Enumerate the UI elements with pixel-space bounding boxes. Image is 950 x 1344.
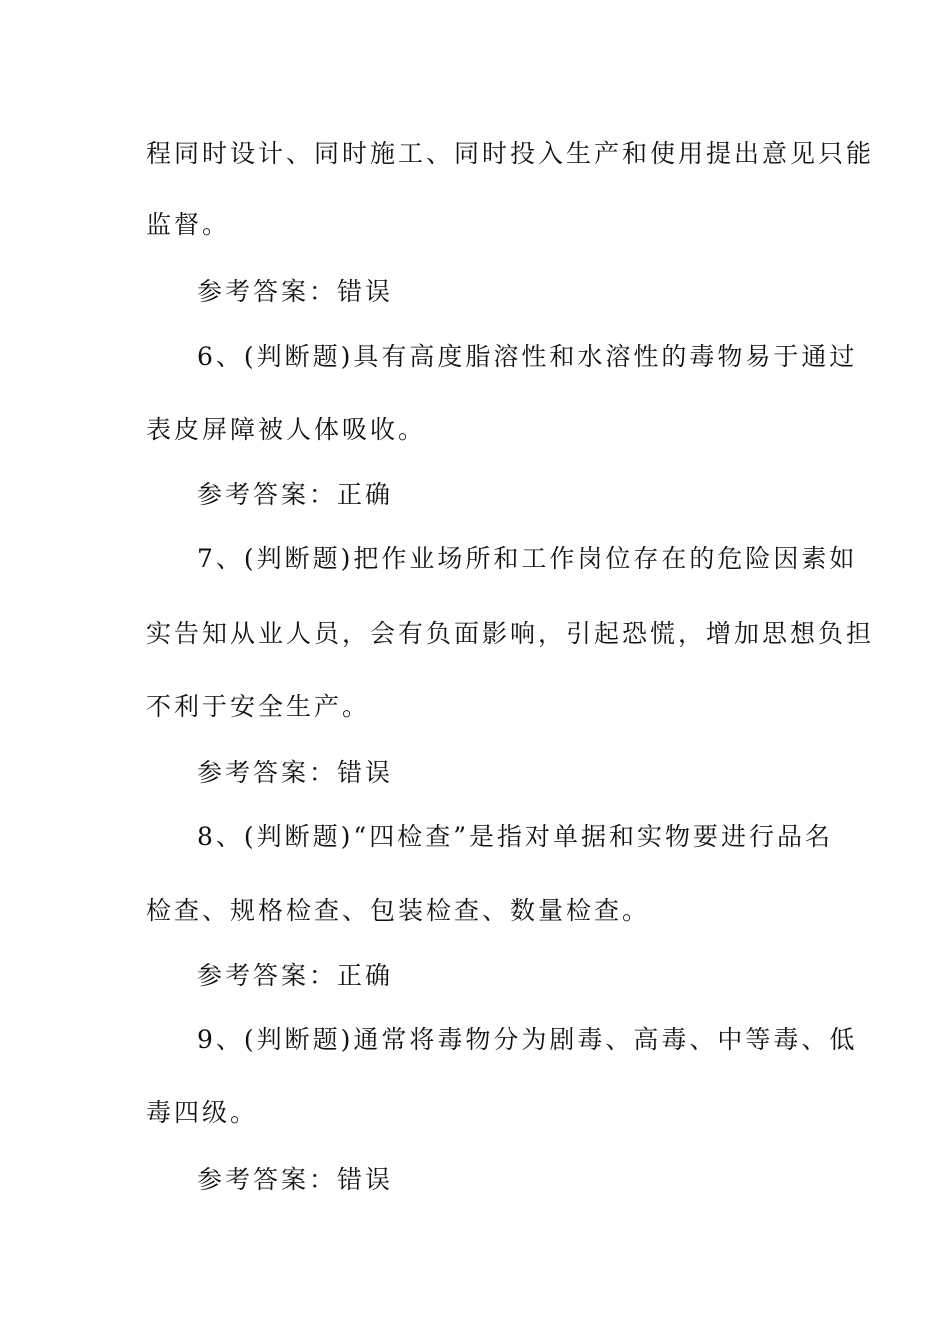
question-5-answer: 参考答案：错误 (197, 277, 394, 306)
question-7-text-line: 不利于安全生产。 (146, 692, 371, 721)
question-7-stem: 7、(判断题)把作业场所和工作岗位存在的危险因素如 (197, 544, 858, 573)
question-8-text-line: 检查、规格检查、包装检查、数量检查。 (146, 896, 651, 925)
question-9-stem: 9、(判断题)通常将毒物分为剧毒、高毒、中等毒、低 (197, 1025, 858, 1054)
question-9-answer: 参考答案：错误 (197, 1165, 394, 1194)
question-5-text-line: 监督。 (146, 210, 231, 239)
question-8-answer: 参考答案：正确 (197, 961, 394, 990)
question-5-text-line: 程同时设计、同时施工、同时投入生产和使用提出意见只能 (146, 139, 875, 168)
question-7-answer: 参考答案：错误 (197, 758, 394, 787)
question-8-stem: 8、(判断题)“四检查”是指对单据和实物要进行品名 (197, 822, 833, 851)
question-6-answer: 参考答案：正确 (197, 480, 394, 509)
question-7-text-line: 实告知从业人员，会有负面影响，引起恐慌，增加思想负担 (146, 619, 875, 648)
question-6-stem: 6、(判断题)具有高度脂溶性和水溶性的毒物易于通过 (197, 342, 858, 371)
question-9-text-line: 毒四级。 (146, 1098, 259, 1127)
question-6-text-line: 表皮屏障被人体吸收。 (146, 415, 427, 444)
